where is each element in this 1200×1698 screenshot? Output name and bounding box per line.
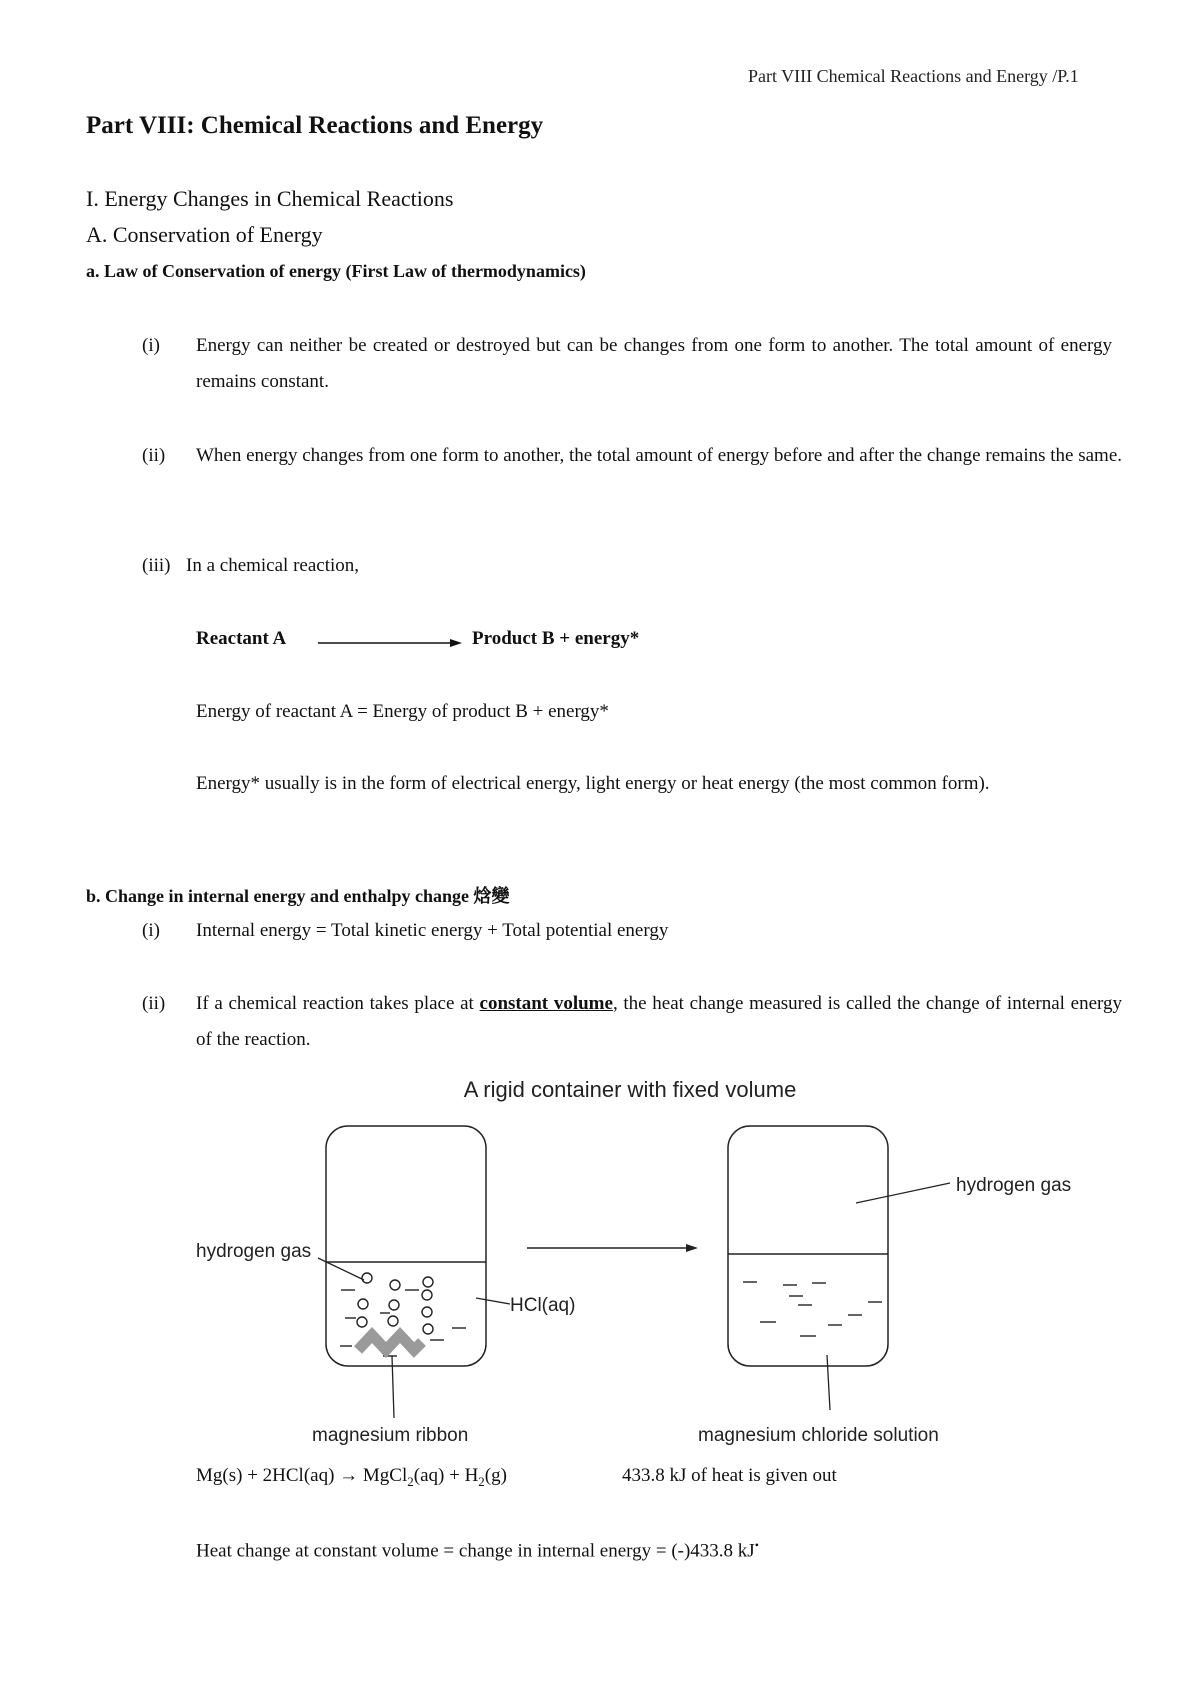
text-emphasis: constant volume bbox=[479, 993, 613, 1014]
item-text: When energy changes from one form to another, the total amount of energy before and after the change remains the same. bbox=[196, 445, 1123, 466]
text-pre: If a chemical reaction takes place at bbox=[196, 993, 480, 1014]
equation-sub2: 2 bbox=[478, 1473, 485, 1489]
diagram-title: A rigid container with fixed volume bbox=[463, 1077, 797, 1102]
subsection-heading-b-cjk: 焓變 bbox=[473, 886, 510, 906]
item-number: (i) bbox=[142, 335, 160, 356]
label-hcl: HCl(aq) bbox=[510, 1295, 576, 1316]
subsection-heading-b-text: b. Change in internal energy and enthalpy change bbox=[86, 886, 470, 906]
subsection-heading-a: a. Law of Conservation of energy (First Law of thermodynamics) bbox=[86, 261, 586, 281]
page-title: Part VIII: Chemical Reactions and Energy bbox=[86, 112, 544, 139]
item-number: (iii) bbox=[142, 555, 171, 576]
gas-bubbles bbox=[357, 1273, 433, 1334]
equation-mid: (aq) + H bbox=[413, 1465, 479, 1486]
chemical-equation bbox=[196, 1465, 507, 1490]
process-arrow-head bbox=[686, 1244, 698, 1252]
equation-lhs: Mg(s) + 2HCl(aq) → MgCl bbox=[196, 1465, 408, 1486]
reaction-diagram bbox=[0, 1060, 1200, 1450]
section-heading-a: A. Conservation of Energy bbox=[86, 222, 323, 247]
leader-hcl bbox=[476, 1298, 510, 1304]
heat-change-mark: • bbox=[754, 1538, 759, 1552]
item-text bbox=[196, 986, 1122, 1058]
leader-hydrogen-right bbox=[856, 1183, 950, 1203]
equation-end: (g) bbox=[484, 1465, 507, 1486]
label-hydrogen-right: hydrogen gas bbox=[956, 1175, 1072, 1196]
right-container bbox=[728, 1126, 888, 1366]
leader-mgcl2 bbox=[827, 1355, 830, 1410]
solution-dashes-right bbox=[743, 1282, 882, 1336]
heat-change-text: Heat change at constant volume = change in internal energy = (-)433.8 kJ bbox=[196, 1540, 755, 1562]
item-number: (ii) bbox=[142, 993, 166, 1014]
energy-equation: Energy of reactant A = Energy of product B + energy* bbox=[196, 701, 609, 722]
item-text: Internal energy = Total kinetic energy + Total potential energy bbox=[196, 920, 669, 941]
magnesium-ribbon bbox=[358, 1335, 422, 1350]
item-text: Energy can neither be created or destroyed but can be changes from one form to another. The total amount of energy remains constant. bbox=[196, 335, 1112, 392]
item-number: (i) bbox=[142, 920, 160, 941]
reaction-reactant: Reactant A bbox=[196, 628, 287, 649]
left-container bbox=[326, 1126, 486, 1366]
energy-note: Energy* usually is in the form of electrical energy, light energy or heat energy (the most common form). bbox=[196, 773, 990, 794]
item-number: (ii) bbox=[142, 445, 166, 466]
label-mg-ribbon: magnesium ribbon bbox=[312, 1425, 469, 1446]
equation-sub1: 2 bbox=[407, 1473, 414, 1489]
reaction-product: Product B + energy* bbox=[472, 628, 640, 649]
heat-given-out: 433.8 kJ of heat is given out bbox=[622, 1465, 837, 1486]
text-post: , the heat change measured is called the change of internal energy of the reaction. bbox=[196, 993, 1122, 1050]
item-text: In a chemical reaction, bbox=[186, 555, 360, 576]
label-hydrogen-left: hydrogen gas bbox=[196, 1241, 312, 1262]
section-heading-i: I. Energy Changes in Chemical Reactions bbox=[86, 186, 454, 211]
heat-change-line bbox=[196, 1538, 759, 1562]
running-header: Part VIII Chemical Reactions and Energy /P.1 bbox=[748, 66, 1079, 86]
reaction-arrow bbox=[316, 632, 466, 652]
label-mgcl2: magnesium chloride solution bbox=[698, 1425, 939, 1446]
subsection-heading-b bbox=[86, 882, 510, 908]
